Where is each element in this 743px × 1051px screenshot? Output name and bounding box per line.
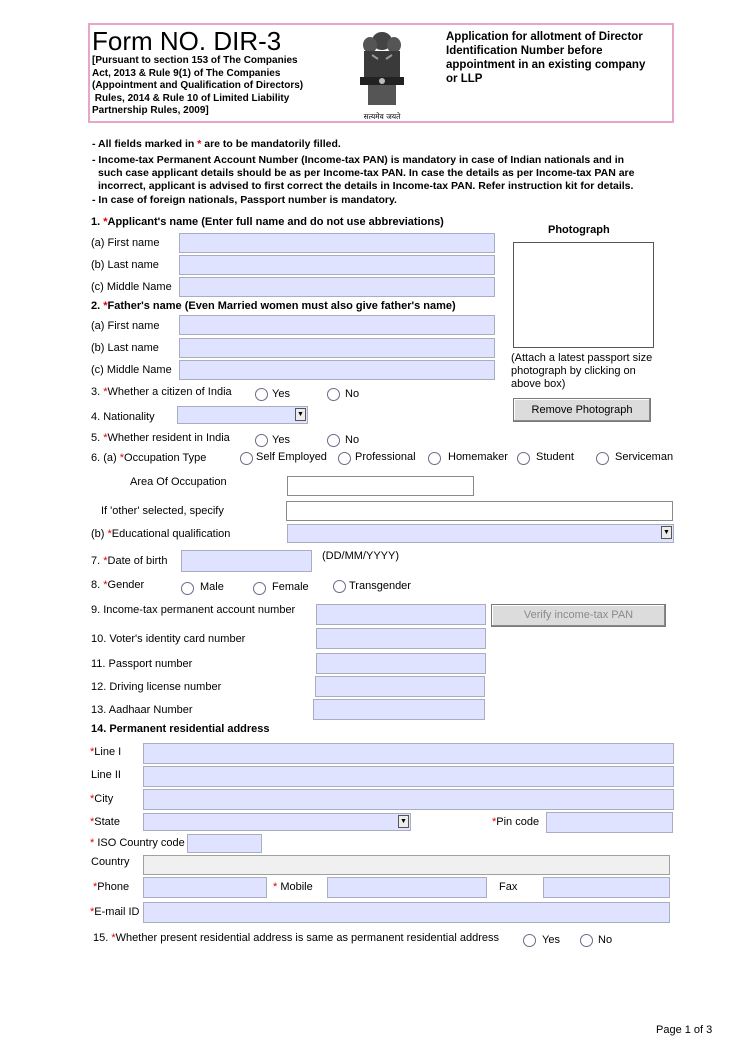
same-address-yes-radio[interactable] xyxy=(523,934,536,947)
occupation-student-label: Student xyxy=(536,451,574,463)
mobile-input[interactable] xyxy=(327,877,487,898)
gender-transgender-radio[interactable] xyxy=(333,580,346,593)
father-first-name-label: (a) First name xyxy=(91,320,160,332)
pan-label: 9. Income-tax permanent account number xyxy=(91,604,296,616)
same-address-no-label: No xyxy=(598,934,613,946)
father-middle-name-input[interactable] xyxy=(179,360,495,380)
other-specify-label: If 'other' selected, specify xyxy=(101,505,224,517)
occupation-serviceman-radio[interactable] xyxy=(596,452,609,465)
mobile-label: * Mobile xyxy=(273,881,313,893)
q2-title: 2. *Father's name (Even Married women must also give father's name) xyxy=(91,300,456,312)
note-foreign: - In case of foreign nationals, Passport number is mandatory. xyxy=(92,194,397,206)
iso-country-code-label: * ISO Country code xyxy=(90,837,185,849)
applicant-first-name-label: (a) First name xyxy=(91,237,160,249)
gender-female-label: Female xyxy=(272,581,309,593)
pan-input[interactable] xyxy=(316,604,486,625)
occupation-self-employed-label: Self Employed xyxy=(256,451,327,463)
resident-no-radio[interactable] xyxy=(327,434,340,447)
resident-yes-label: Yes xyxy=(272,434,290,446)
citizen-yes-radio[interactable] xyxy=(255,388,268,401)
aadhaar-input[interactable] xyxy=(313,699,485,720)
occupation-homemaker-radio[interactable] xyxy=(428,452,441,465)
verify-pan-button[interactable]: Verify income-tax PAN xyxy=(491,604,666,627)
state-select[interactable] xyxy=(143,813,411,831)
educational-qualification-select[interactable] xyxy=(287,524,674,543)
applicant-last-name-input[interactable] xyxy=(179,255,495,275)
occupation-student-radio[interactable] xyxy=(517,452,530,465)
address-line2-input[interactable] xyxy=(143,766,674,787)
passport-label: 11. Passport number xyxy=(91,658,193,670)
state-label: *State xyxy=(90,816,120,828)
citizen-yes-label: Yes xyxy=(272,388,290,400)
iso-country-code-input[interactable] xyxy=(187,834,262,853)
note-pan: - Income-tax Permanent Account Number (Income-tax PAN) is mandatory in case of Indian nationals and in such case applicant details should be as per Income-tax PAN. In case the details as per Income-tax PAN are incorrect, applicant is advised to first correct the details in Income-tax PAN. Refer instruction kit for details. xyxy=(92,154,635,192)
permanent-address-title: 14. Permanent residential address xyxy=(91,723,270,735)
chevron-down-icon[interactable]: ▼ xyxy=(661,526,672,539)
nationality-label: 4. Nationality xyxy=(91,411,155,423)
pursuant-text: [Pursuant to section 153 of The Companies Act, 2013 & Rule 9(1) of The Companies (Appointment and Qualification of Directors) Rules, 2014 & Rule 10 of Limited Liability Partnership Rules, 2009] xyxy=(92,55,304,117)
nationality-select[interactable] xyxy=(177,406,308,424)
educational-qualification-label: (b) *Educational qualification xyxy=(91,528,231,540)
fax-input[interactable] xyxy=(543,877,670,898)
email-input[interactable] xyxy=(143,902,670,923)
driving-license-input[interactable] xyxy=(315,676,485,697)
country-input xyxy=(143,855,670,875)
dob-label: 7. *Date of birth xyxy=(91,555,168,567)
line2-label: Line II xyxy=(91,769,121,781)
same-address-yes-label: Yes xyxy=(542,934,560,946)
other-specify-input[interactable] xyxy=(286,501,673,521)
q15-label: 15. *Whether present residential address is same as permanent residential address xyxy=(93,932,500,944)
gender-male-label: Male xyxy=(200,581,224,593)
citizen-no-radio[interactable] xyxy=(327,388,340,401)
q5-label: 5. *Whether resident in India xyxy=(91,432,230,444)
aadhaar-label: 13. Aadhaar Number xyxy=(91,704,193,716)
national-emblem: सत्यमेव जयते xyxy=(354,29,410,121)
voter-id-input[interactable] xyxy=(316,628,486,649)
applicant-middle-name-input[interactable] xyxy=(179,277,495,297)
area-of-occupation-input[interactable] xyxy=(287,476,474,496)
driving-license-label: 12. Driving license number xyxy=(91,681,222,693)
city-label: *City xyxy=(90,793,114,805)
email-label: *E-mail ID xyxy=(90,906,140,918)
photograph-hint: (Attach a latest passport size photograph by clicking on above box) xyxy=(511,352,653,390)
gender-label: 8. *Gender xyxy=(91,579,145,591)
pin-code-input[interactable] xyxy=(546,812,673,833)
father-last-name-label: (b) Last name xyxy=(91,342,159,354)
q6-occupation-label: 6. (a) *Occupation Type xyxy=(91,452,207,464)
applicant-middle-name-label: (c) Middle Name xyxy=(91,281,172,293)
country-label: Country xyxy=(91,856,130,868)
applicant-first-name-input[interactable] xyxy=(179,233,495,253)
line1-label: *Line I xyxy=(90,746,122,758)
page-indicator: Page 1 of 3 xyxy=(656,1024,713,1036)
applicant-last-name-label: (b) Last name xyxy=(91,259,159,271)
occupation-homemaker-label: Homemaker xyxy=(448,451,508,463)
area-of-occupation-label: Area Of Occupation xyxy=(130,476,227,488)
father-middle-name-label: (c) Middle Name xyxy=(91,364,172,376)
occupation-professional-radio[interactable] xyxy=(338,452,351,465)
occupation-serviceman-label: Serviceman xyxy=(615,451,674,463)
note-mandatory: - All fields marked in * are to be mandatorily filled. xyxy=(92,138,341,150)
dob-input[interactable] xyxy=(181,550,312,572)
resident-yes-radio[interactable] xyxy=(255,434,268,447)
city-input[interactable] xyxy=(143,789,674,810)
pin-code-label: *Pin code xyxy=(492,816,540,828)
citizen-no-label: No xyxy=(345,388,360,400)
phone-label: *Phone xyxy=(93,881,130,893)
occupation-professional-label: Professional xyxy=(355,451,416,463)
same-address-no-radio[interactable] xyxy=(580,934,593,947)
phone-input[interactable] xyxy=(143,877,267,898)
occupation-self-employed-radio[interactable] xyxy=(240,452,253,465)
q1-title: 1. *Applicant's name (Enter full name and do not use abbreviations) xyxy=(91,216,444,228)
gender-transgender-label: Transgender xyxy=(349,580,411,592)
address-line1-input[interactable] xyxy=(143,743,674,764)
father-first-name-input[interactable] xyxy=(179,315,495,335)
gender-male-radio[interactable] xyxy=(181,582,194,595)
chevron-down-icon[interactable]: ▼ xyxy=(398,815,409,828)
q3-label: 3. *Whether a citizen of India xyxy=(91,386,232,398)
photograph-box[interactable] xyxy=(513,242,654,348)
dob-format-hint: (DD/MM/YYYY) xyxy=(322,550,399,562)
voter-id-label: 10. Voter's identity card number xyxy=(91,633,246,645)
gender-female-radio[interactable] xyxy=(253,582,266,595)
application-title: Application for allotment of Director Identification Number before appointment in an existing company or LLP xyxy=(446,31,646,85)
passport-input[interactable] xyxy=(316,653,486,674)
chevron-down-icon[interactable]: ▼ xyxy=(295,408,306,421)
emblem-icon xyxy=(354,29,410,109)
form-number: Form NO. DIR-3 xyxy=(92,26,282,56)
fax-label: Fax xyxy=(499,881,518,893)
photograph-title: Photograph xyxy=(548,224,610,236)
resident-no-label: No xyxy=(345,434,360,446)
remove-photograph-button[interactable]: Remove Photograph xyxy=(513,398,651,422)
father-last-name-input[interactable] xyxy=(179,338,495,358)
